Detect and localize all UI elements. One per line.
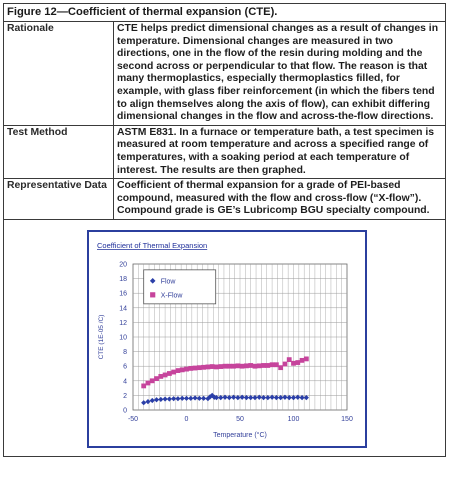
data-point-xflow — [287, 357, 292, 362]
data-point-xflow — [240, 364, 245, 369]
y-tick-label: 8 — [123, 349, 127, 357]
y-tick-label: 20 — [119, 261, 127, 269]
data-point-xflow — [218, 364, 223, 369]
x-tick-label: 100 — [287, 415, 300, 423]
x-tick-label: -50 — [127, 415, 139, 423]
data-point-xflow — [295, 360, 300, 365]
data-point-xflow — [154, 376, 159, 381]
row-text-representative-data: Coefficient of thermal expansion for a grade of PEI-based compound, measured with the flow and cross-flow (“X-flow”). Compound grade is GE’s Lubricomp BGU specialty compound. — [114, 179, 446, 220]
chart-title: Coefficient of Thermal Expansion — [97, 240, 208, 250]
data-point-xflow — [197, 365, 202, 370]
legend-label: Flow — [160, 278, 176, 286]
data-point-xflow — [188, 366, 193, 371]
data-point-xflow — [227, 364, 232, 369]
figure-row — [4, 219, 446, 456]
document — [3, 3, 446, 485]
data-point-xflow — [163, 372, 168, 377]
data-point-xflow — [274, 362, 279, 367]
data-point-xflow — [291, 361, 296, 366]
y-tick-label: 6 — [123, 363, 127, 371]
data-point-xflow — [158, 374, 163, 379]
y-tick-label: 4 — [123, 378, 127, 386]
cte-chart — [89, 232, 365, 446]
table-row — [4, 125, 446, 178]
cte-spec-table — [3, 3, 446, 457]
data-point-xflow — [257, 363, 262, 368]
data-point-xflow — [300, 358, 305, 363]
y-tick-label: 0 — [123, 407, 127, 415]
table-header-row — [4, 4, 446, 22]
row-text-test-method: ASTM E831. In a furnace or temperature bath, a test specimen is measured at room temperature and across a specified range of temperatures, with a soaking period at each temperature of interest. The results are then graphed. — [114, 125, 446, 178]
y-tick-label: 12 — [119, 319, 127, 327]
data-point-xflow — [270, 362, 275, 367]
data-point-xflow — [141, 383, 146, 388]
data-point-xflow — [150, 378, 155, 383]
chart-frame — [87, 230, 367, 448]
data-point-xflow — [223, 364, 228, 369]
figure-title: Figure 12—Coefficient of thermal expansion (CTE). — [4, 4, 446, 22]
data-point-xflow — [206, 364, 211, 369]
data-point-xflow — [248, 363, 253, 368]
data-point-xflow — [231, 364, 236, 369]
y-tick-label: 2 — [123, 392, 127, 400]
y-tick-label: 16 — [119, 290, 127, 298]
data-point-xflow — [278, 365, 283, 370]
x-tick-label: 50 — [236, 415, 244, 423]
data-point-xflow — [283, 362, 288, 367]
data-point-xflow — [304, 356, 309, 361]
data-point-xflow — [261, 363, 266, 368]
data-point-xflow — [176, 368, 181, 373]
y-tick-label: 10 — [119, 334, 127, 342]
row-label-representative-data: Representative Data — [4, 179, 114, 220]
legend-label: X-Flow — [160, 292, 183, 300]
y-axis-label: CTE (1E-05 /C) — [98, 314, 105, 360]
data-point-xflow — [214, 364, 219, 369]
data-point-xflow — [167, 371, 172, 376]
data-point-xflow — [193, 366, 198, 371]
data-point-xflow — [201, 365, 206, 370]
data-point-xflow — [146, 380, 151, 385]
data-point-xflow — [171, 370, 176, 375]
x-tick-label: 0 — [184, 415, 189, 423]
y-tick-label: 14 — [119, 305, 127, 313]
data-point-xflow — [235, 363, 240, 368]
data-point-xflow — [253, 364, 258, 369]
data-point-xflow — [265, 363, 270, 368]
table-row — [4, 179, 446, 220]
chart-cell — [4, 219, 446, 456]
legend-marker-xflow — [150, 292, 155, 297]
row-label-rationale: Rationale — [4, 22, 114, 126]
table-row — [4, 22, 446, 126]
data-point-xflow — [184, 367, 189, 372]
data-point-xflow — [180, 367, 185, 372]
y-tick-label: 18 — [119, 276, 127, 284]
x-axis-label: Temperature (°C) — [213, 431, 267, 439]
data-point-xflow — [244, 363, 249, 368]
data-point-xflow — [210, 364, 215, 369]
x-tick-label: 150 — [341, 415, 353, 423]
row-text-rationale: CTE helps predict dimensional changes as a result of changes in temperature. Dimensional changes are measured in two directions, one in the flow of the resin during molding and the second across or perpendicular to that flow. The reason is that many thermoplastics, especially thermoplastics filled, for example, with glass fiber reinforcement (in which the fibers tend to align themselves along the axis of flow), can exhibit differing dimensional changes in the flow and across-the-flow directions. — [114, 22, 446, 126]
row-label-test-method: Test Method — [4, 125, 114, 178]
